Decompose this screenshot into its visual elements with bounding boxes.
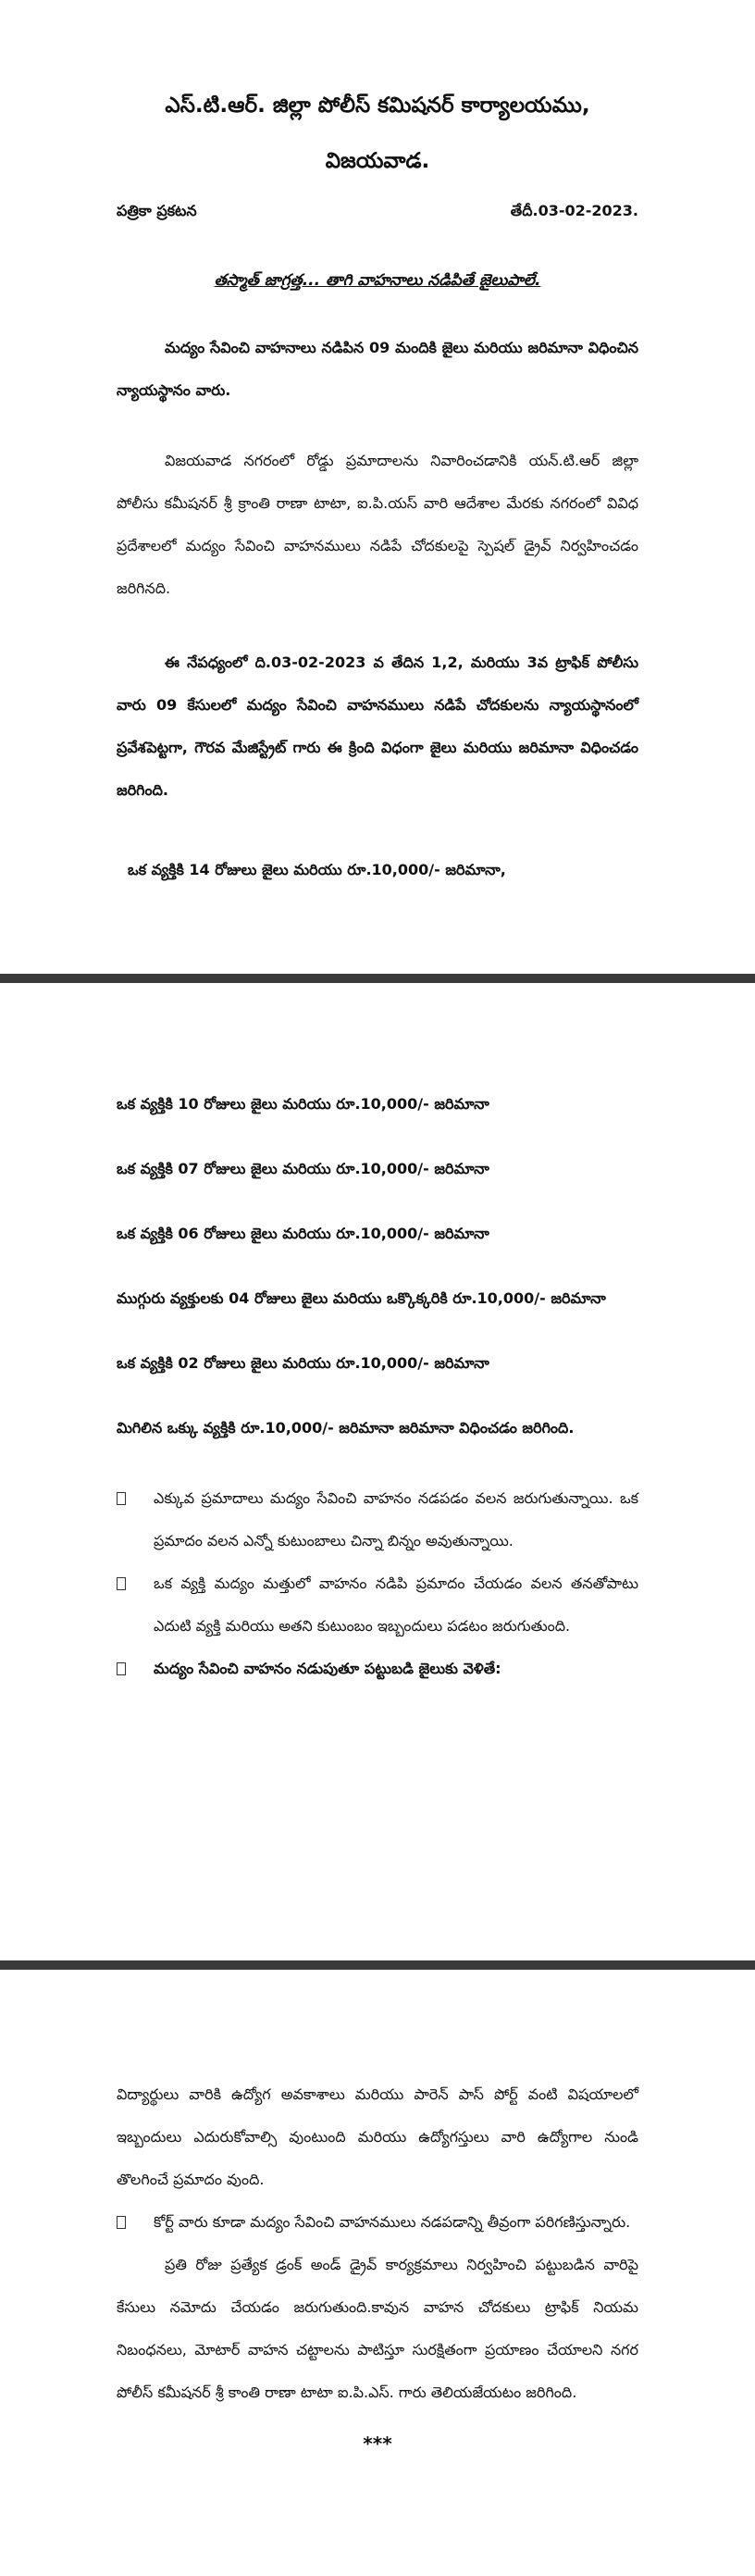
bullet-text: మద్యం సేవించి వాహనం నడుపుతూ పట్టుబడి జైలుకు వెళితే: [154, 1660, 501, 1677]
bullet-item [117, 2201, 638, 2244]
page-1 [0, 0, 755, 974]
sentence-14-days: ఒక వ్యక్తికి 14 రోజులు జైలు మరియు రూ.10,000/- జరిమానా, [128, 861, 506, 878]
headline: తస్మాత్ జాగ్రత్త... తాగి వాహనాలు నడిపితే జైలుపాలే. [214, 271, 541, 290]
sentence-line: ఒక వ్యక్తికి 10 రోజులు జైలు మరియు రూ.10,000/- జరిమానా [117, 1095, 489, 1113]
end-marker: *** [363, 2433, 392, 2455]
page-2 [0, 983, 755, 1960]
bullet-text: ఒక వ్యక్తి మద్యం మత్తులో వాహనం నడిపి ప్రమాదం చేయడం వలన తనతోపాటు ఎదుటి వ్యక్తి మరియు అతని కుటుంబం ఇబ్బందులు పడటం జరుగుతుంది. [154, 1574, 638, 1635]
page-separator [0, 974, 755, 983]
sentence-line: ఒక వ్యక్తికి 06 రోజులు జైలు మరియు రూ.10,000/- జరిమానా [117, 1225, 489, 1242]
bullet-item [117, 1477, 638, 1562]
office-city: విజయవాడ. [325, 149, 430, 173]
body-paragraph-1: విజయవాడ నగరంలో రోడ్డు ప్రమాదాలను నివారించడానికి యన్.టి.ఆర్ జిల్లా పోలీసు కమీషనర్ శ్రీ క్రాంతి రాణా టాటా, ఐ.పి.యస్ వారి ఆదేశాల మేరకు నగరంలో వివిధ ప్రదేశాలలో మద్యం సేవించి వాహనములు నడిపే చోదకులపై స్పెషల్ డ్రైవ్ నిర్వహించడం జరిగినది. [117, 452, 638, 597]
press-release-label: పత్రికా ప్రకటన [117, 202, 197, 219]
body-paragraph-closing: ప్రతి రోజు ప్రత్యేక డ్రంక్ అండ్ డ్రైవ్ కార్యక్రమాలు నిర్వహించి పట్టుబడిన వారిపై కేసులు నమోదు చేయడం జరుగుతుంది.కావున వాహన చోదకులు ట్రాఫిక్ నియమ నిబంధనలు, మోటార్ వాహన చట్టాలను పాటిస్తూ సురక్షితంగా ప్రయాణం చేయాలని నగర పోలీస్ కమీషనర్ శ్రీ కాంతి రాణా టాటా ఐ.పి.ఎస్. గారు తెలియజేయటం జరిగింది. [117, 2256, 638, 2401]
sentence-line: ఒక వ్యక్తికి 07 రోజులు జైలు మరియు రూ.10,000/- జరిమానా [117, 1160, 489, 1177]
body-paragraph-students: విద్యార్థులు వారికి ఉద్యోగ అవకాశాలు మరియు పారెన్ పాస్ పోర్ట్ వంటి విషయాలలో ఇబ్బందులు ఎదురుకోవాల్సి వుంటుంది మరియు ఉద్యోగస్తులు వారి ఉద్యోగాల నుండి తొలగించే ప్రమాదం వుంది. [117, 2085, 638, 2188]
bullet-box-icon [117, 1577, 126, 1590]
body-paragraph-2: ఈ నేపధ్యంలో ది.03-02-2023 వ తేదిన 1,2, మరియు 3వ ట్రాఫిక్ పోలీసు వారు 09 కేసులలో మద్యం సేవించి వాహనములు నడిపే చోదకులను న్యాయస్థానంలో ప్రవేశపెట్టగా, గౌరవ మేజిస్ట్రేట్ గారు ఈ క్రింది విధంగా జైలు మరియు జరిమానా విధించడం జరిగింది. [117, 653, 638, 799]
bullet-box-icon [117, 1662, 126, 1675]
page-3 [0, 1970, 755, 2576]
sentence-line: ఒక వ్యక్తికి 02 రోజులు జైలు మరియు రూ.10,000/- జరిమానా [117, 1354, 489, 1372]
bullet-text: ఎక్కువ ప్రమాదాలు మద్యం సేవించి వాహనం నడపడం వలన జరుగుతున్నాయి. ఒక ప్రమాదం వలన ఎన్నో కుటుంబాలు చిన్నా బిన్నం అవుతున్నాయి. [154, 1489, 638, 1549]
bullet-item [117, 1562, 638, 1648]
page-separator [0, 1960, 755, 1970]
sentence-line: మిగిలిన ఒక్కు వ్యక్తికి రూ.10,000/- జరిమానా జరిమానా విధించడం జరిగింది. [117, 1419, 575, 1437]
office-title: ఎస్.టి.ఆర్. జిల్లా పోలీస్ కమిషనర్ కార్యాలయము, [165, 93, 590, 118]
bullet-box-icon [117, 2216, 126, 2229]
bullet-box-icon [117, 1492, 126, 1505]
intro-paragraph: మద్యం సేవించి వాహనాలు నడిపిన 09 మందికి జైలు మరియు జరిమానా విధించిన న్యాయస్థానం వారు. [117, 339, 638, 399]
press-meta [117, 202, 638, 223]
press-date: తేదీ.03-02-2023. [510, 202, 638, 219]
bullet-item [117, 1648, 638, 1690]
bullet-text: కోర్ట్ వారు కూడా మద్యం సేవించి వాహనములు నడపడాన్ని తీవ్రంగా పరిగణిస్తున్నారు. [154, 2213, 631, 2231]
sentence-line: ముగ్గురు వ్యక్తులకు 04 రోజులు జైలు మరియు ఒక్కొక్కరికి రూ.10,000/- జరిమానా [117, 1289, 606, 1307]
